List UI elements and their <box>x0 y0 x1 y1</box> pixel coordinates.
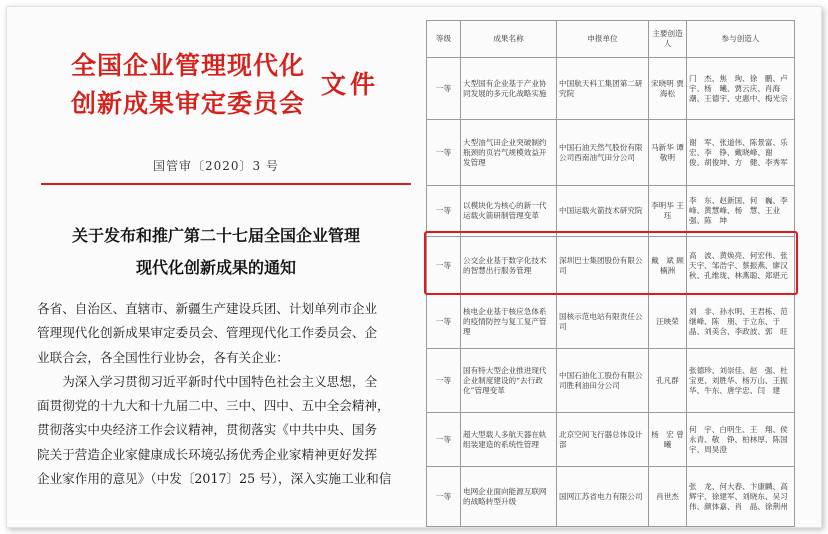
table-row <box>427 186 795 237</box>
cell-unit: 深圳巴士集团股份有限公司 <box>557 237 649 295</box>
table-header-row <box>427 21 795 58</box>
header-unit: 申报单位 <box>557 21 649 58</box>
issuer-name <box>71 47 331 123</box>
cell-participants: 张 龙、何大春、卞康麟、高辉宇、徐建军、刘晓东、吴习伟、颜体嘉、肖 晶、徐荆州 <box>687 467 795 527</box>
title-line-1: 关于发布和推广第二十七届全国企业管理 <box>71 226 360 245</box>
cell-lead: 李明华 王 珏 <box>649 186 687 237</box>
cell-level: 一等 <box>427 186 461 237</box>
cell-level: 一等 <box>427 237 461 295</box>
table-row <box>427 413 795 467</box>
cell-level: 一等 <box>427 295 461 349</box>
title-line-2: 现代化创新成果的通知 <box>135 258 296 277</box>
cell-unit: 国网江苏省电力有限公司 <box>557 467 649 527</box>
results-table-page <box>426 20 796 527</box>
cell-unit: 中国石油化工股份有限公司胜利油田分公司 <box>557 349 649 413</box>
cell-level: 一等 <box>427 120 461 186</box>
cell-participants: 何 宇、白明生、王 翔、侯永青、敬 铮、柏林厚、陈国宇、周昊澄 <box>687 413 795 467</box>
cell-unit: 中国石油天然气股份有限公司西南油气田分公司 <box>557 120 649 186</box>
body-line: 管理现代化创新成果审定委员会、管理现代化工作委员会、企 <box>37 325 378 341</box>
cell-lead: 汪映荣 <box>649 295 687 349</box>
notice-body <box>37 297 417 491</box>
header-participants: 参与创造人 <box>687 21 795 58</box>
cell-level: 一等 <box>427 413 461 467</box>
cell-level: 一等 <box>427 58 461 120</box>
cell-participants: 李 东、赵新国、何 巍、李 峰、黄慧峰、杨 慧、王业强、陈 坤 <box>687 186 795 237</box>
cell-participants: 高 波、黄焕亮、何宏伟、张天宇、邹浩宇、蔡振燕、廖汉秋、孔维珑、林燕聪、郑堪元 <box>687 237 795 295</box>
cell-name: 公交企业基于数字化技术的智慧出行服务管理 <box>461 237 557 295</box>
document-label: 文件 <box>321 70 380 99</box>
body-line: 企业家作用的意见》（中发〔2017〕25 号），深入实施工业和信 <box>37 471 392 487</box>
cell-name: 国有特大型企业推进现代企业制度建设的“去行政化”管理变革 <box>461 349 557 413</box>
cell-lead: 马新华 谭敬明 <box>649 120 687 186</box>
cell-name: 大型国有企业基于产业协同发展的多元化战略实施 <box>461 58 557 120</box>
document-number: 国管审〔2020〕3 号 <box>153 159 279 173</box>
issuer-line-2: 创新成果审定委员会 <box>71 89 306 118</box>
header-level: 等级 <box>427 21 461 58</box>
cell-participants: 门 杰、焦 珣、徐 鹏、卢 宇、杨 曦、贾云庆、肖海潮、王德宇、史惠中、梅光宗 <box>687 58 795 120</box>
cell-lead: 孔凡群 <box>649 349 687 413</box>
body-line: 院关于营造企业家健康成长环境弘扬优秀企业家精神更好发挥 <box>37 446 378 462</box>
table-row <box>427 349 795 413</box>
body-line: 为深入学习贯彻习近平新时代中国特色社会主义思想，全 <box>37 373 378 389</box>
cell-participants: 张德珍、刘崇佳、赵 强、杜宝更、刘胜华、杨万山、王振华、牛东、唐学忠、闫 建 <box>687 349 795 413</box>
cell-level: 一等 <box>427 467 461 527</box>
cell-name: 大型油气田企业突破制约瓶颈的页岩气规模效益开发管理 <box>461 120 557 186</box>
cell-unit: 国核示范电站有限责任公司 <box>557 295 649 349</box>
results-table <box>426 20 795 527</box>
cell-name: 电网企业面向能源互联网的战略转型升级 <box>461 467 557 527</box>
table-row <box>427 120 795 186</box>
header-name: 成果名称 <box>461 21 557 58</box>
body-line: 各省、自治区、直辖市、新疆生产建设兵团、计划单列市企业 <box>37 301 378 316</box>
cell-level: 一等 <box>427 349 461 413</box>
body-line: 面贯彻党的十九大和十九届二中、三中、四中、五中全会精神， <box>37 398 390 414</box>
cell-lead: 杨 宏 曾 曦 <box>649 413 687 467</box>
cell-lead: 宋晓明 贾海松 <box>649 58 687 120</box>
issuer-line-1: 全国企业管理现代化 <box>71 51 306 80</box>
table-row-highlighted <box>427 237 795 295</box>
cell-name: 超大型载人多航天器在轨组装建造的系统性管理 <box>461 413 557 467</box>
cell-participants: 刘 非、孙水明、王君栋、范继峰、陈 朋、于立东、于晶、刘美含、李政波、郭 旺 <box>687 295 795 349</box>
table-row <box>427 467 795 527</box>
cell-lead: 戴 斌 顾楠洲 <box>649 237 687 295</box>
notice-title <box>7 220 425 284</box>
cell-unit: 中国运载火箭技术研究院 <box>557 186 649 237</box>
cell-unit: 中国航天科工集团第二研究院 <box>557 58 649 120</box>
cell-unit: 北京空间飞行器总体设计部 <box>557 413 649 467</box>
table-row <box>427 295 795 349</box>
body-line: 业联合会，各全国性行业协会，各有关企业： <box>37 349 289 365</box>
cell-participants: 谢 军、张道伟、陈景富、乐 宏、李 铮、戴晓峰、谢 俊、胡俊坤、方 健、李秀军 <box>687 120 795 186</box>
body-line: 贯彻落实中央经济工作会议精神，贯彻落实《中共中央、国务 <box>37 422 378 438</box>
notice-page <box>7 7 425 527</box>
table-row <box>427 58 795 120</box>
document-frame <box>6 6 822 528</box>
cell-name: 以模块化为核心的新一代运载火箭研制管理变革 <box>461 186 557 237</box>
header-lead: 主要创造人 <box>649 21 687 58</box>
red-divider <box>41 183 411 185</box>
cell-name: 核电企业基于核应急体系的疫情防控与复工复产管理 <box>461 295 557 349</box>
cell-lead: 肖世杰 <box>649 467 687 527</box>
